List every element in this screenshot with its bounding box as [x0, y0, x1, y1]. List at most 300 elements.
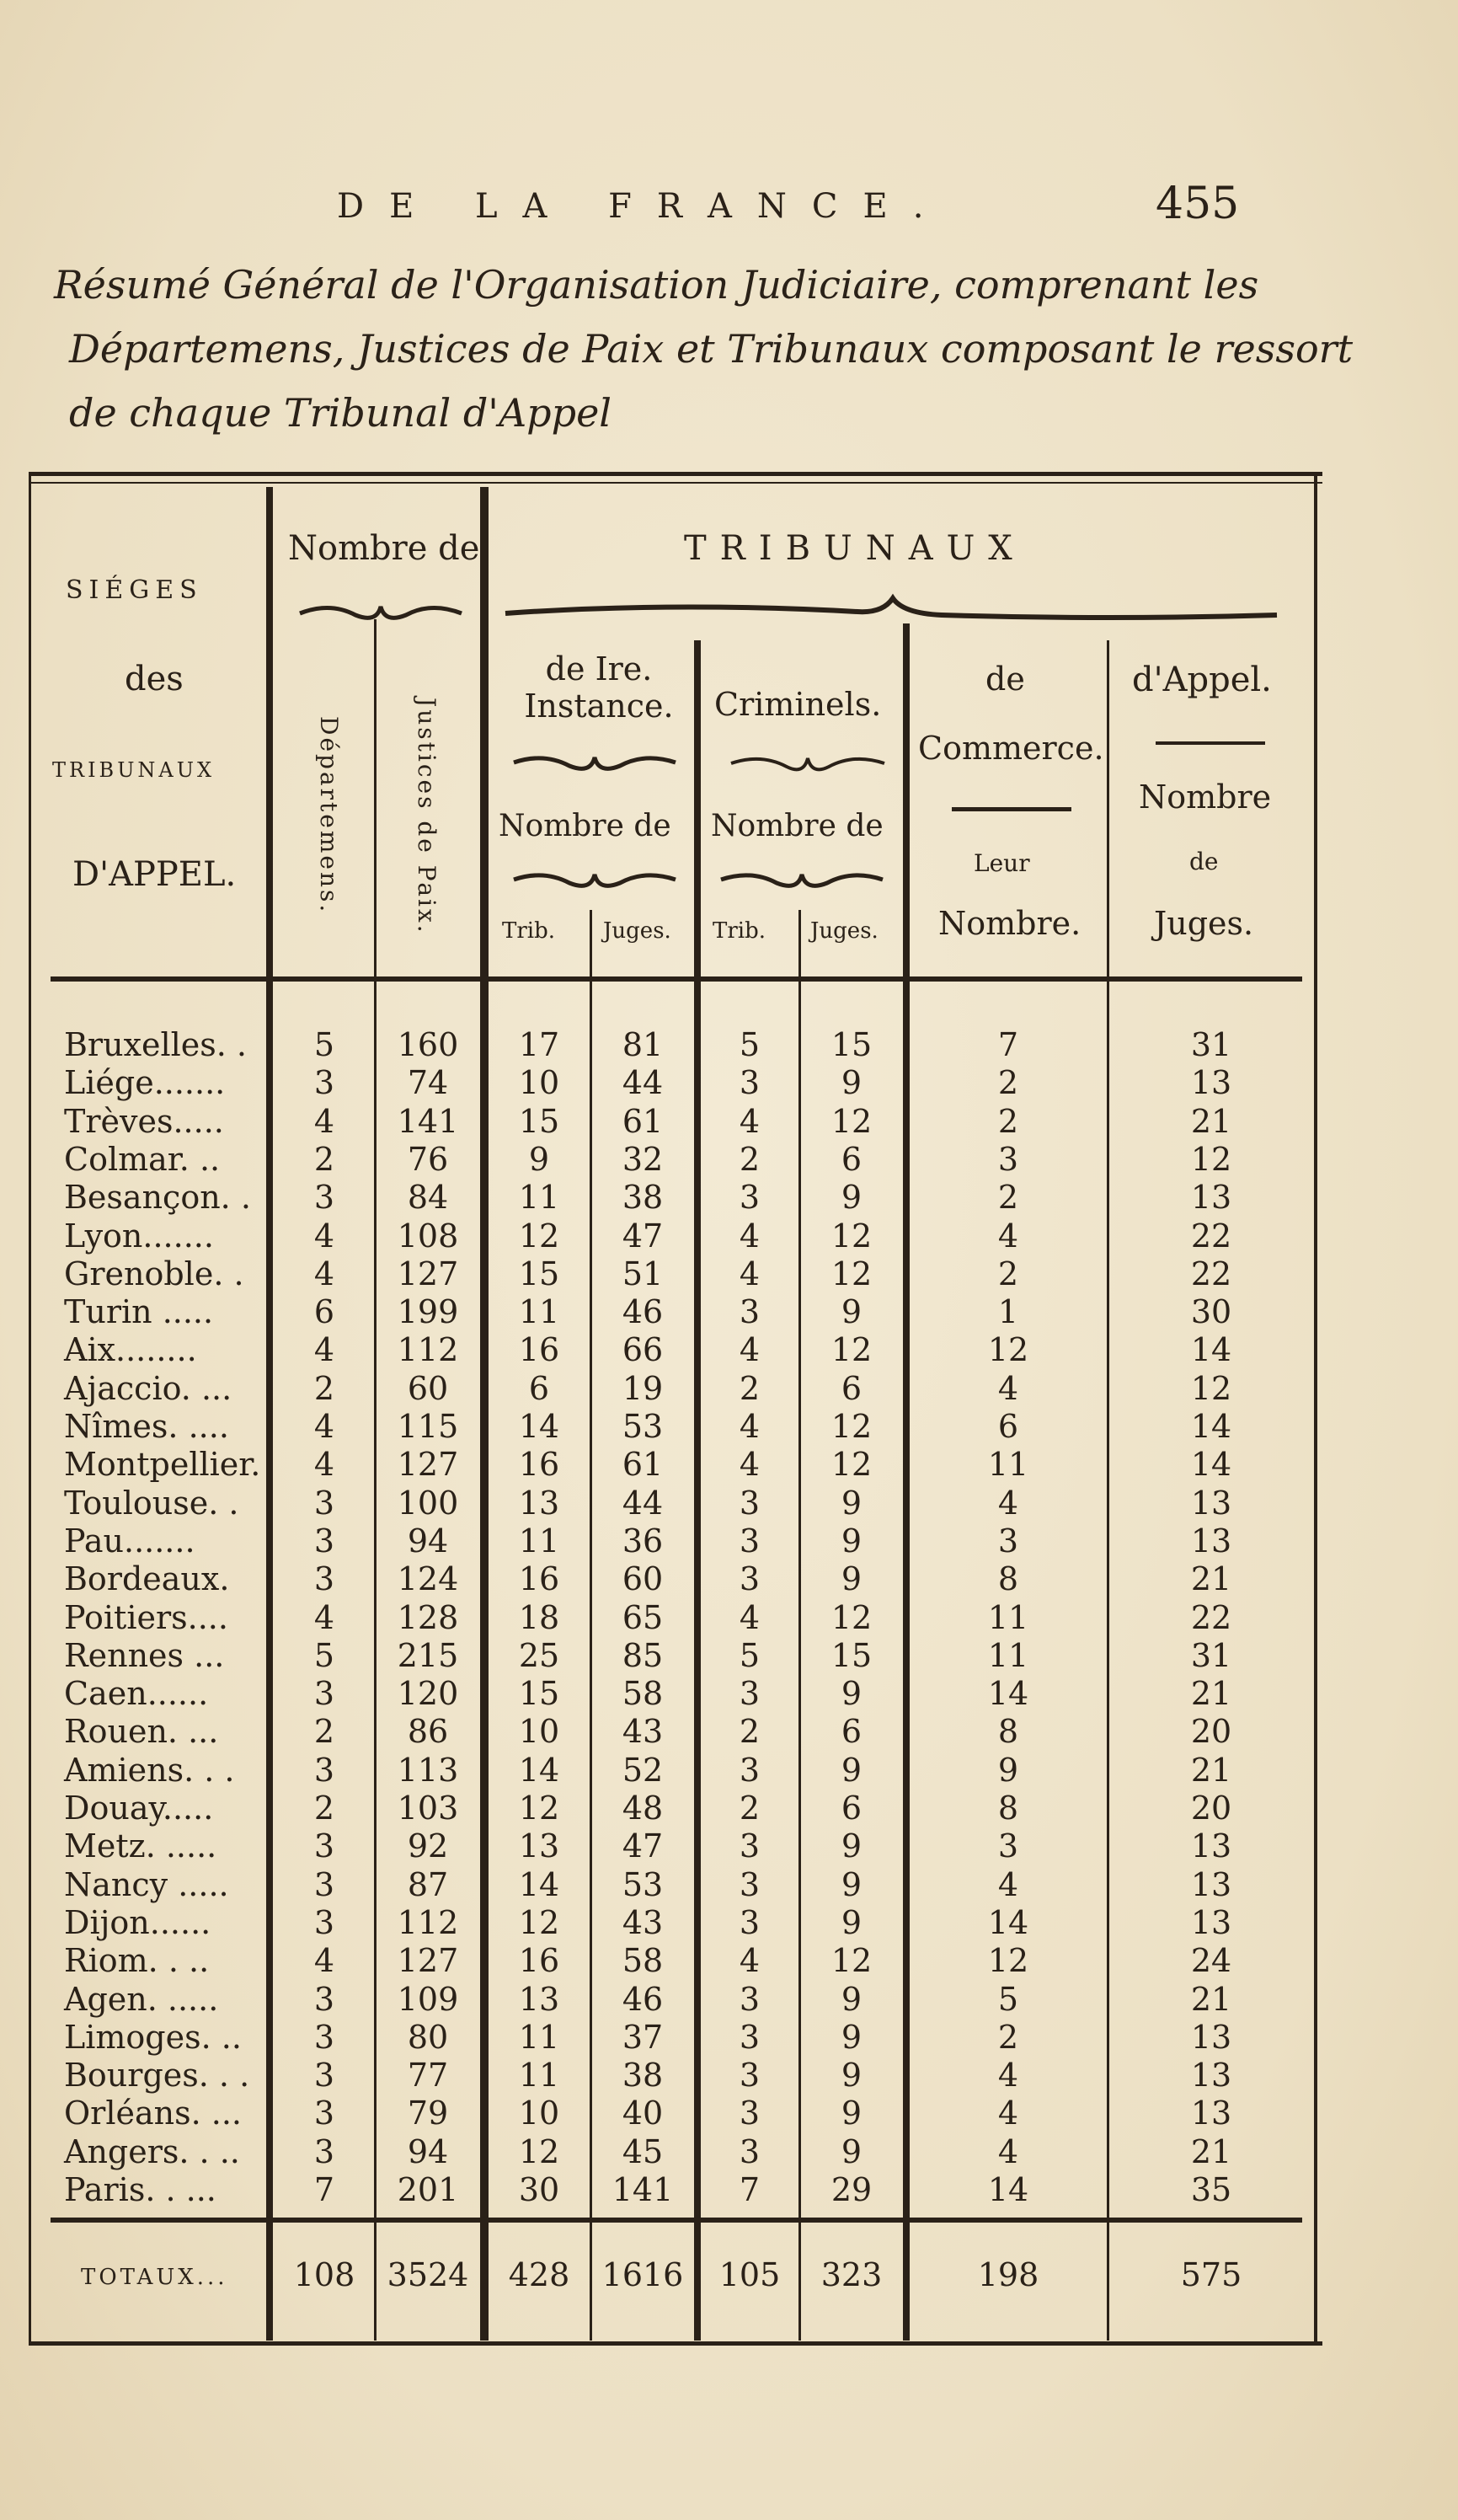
cell-justices: 160	[397, 1026, 459, 1063]
table-top-rule-inner	[29, 482, 1322, 484]
cell-trib-instance: 12	[518, 1217, 560, 1255]
row-seat-name: Bourges. . .	[64, 2057, 250, 2094]
cell-juges-criminels: 9	[841, 1179, 863, 1216]
appel-dash	[1156, 741, 1265, 745]
total-departemens: 108	[293, 2256, 355, 2293]
cell-juges-instance: 32	[622, 1141, 664, 1178]
cell-departemens: 3	[313, 1560, 335, 1597]
cell-appel: 13	[1190, 1522, 1232, 1560]
cell-departemens: 3	[313, 1485, 335, 1522]
header-trib-inst: Trib.	[502, 918, 555, 944]
header-tribunaux-title: TRIBUNAUX	[684, 529, 1026, 568]
cell-trib-criminels: 3	[739, 1752, 761, 1789]
cell-trib-criminels: 3	[739, 2133, 761, 2170]
cell-commerce: 11	[987, 1637, 1029, 1674]
cell-commerce: 14	[987, 2171, 1029, 2208]
cell-departemens: 3	[313, 1752, 335, 1789]
cell-juges-instance: 44	[622, 1064, 664, 1101]
cell-juges-criminels: 9	[841, 2057, 863, 2094]
cell-justices: 100	[397, 1485, 459, 1522]
cell-appel: 14	[1190, 1446, 1232, 1483]
col-rule-2	[374, 619, 377, 2341]
title-line-1: Résumé Général de l'Organisation Judiciaire, comprenant les	[54, 262, 1259, 308]
brace-nombre-crim	[718, 863, 886, 893]
cell-commerce: 8	[997, 1560, 1019, 1597]
cell-trib-criminels: 2	[739, 1790, 761, 1827]
cell-justices: 109	[397, 1981, 459, 2018]
cell-departemens: 3	[313, 1522, 335, 1560]
header-nombre-de-crim: Nombre de	[711, 809, 884, 843]
cell-commerce: 4	[997, 1485, 1019, 1522]
cell-trib-instance: 12	[518, 1790, 560, 1827]
cell-juges-criminels: 9	[841, 1752, 863, 1789]
cell-departemens: 2	[313, 1713, 335, 1750]
cell-trib-criminels: 5	[739, 1637, 761, 1674]
cell-juges-criminels: 12	[830, 1408, 873, 1445]
cell-commerce: 3	[997, 1827, 1019, 1865]
cell-juges-criminels: 12	[830, 1255, 873, 1292]
cell-juges-instance: 46	[622, 1981, 664, 2018]
row-seat-name: Pau.......	[64, 1522, 195, 1560]
cell-juges-criminels: 15	[830, 1637, 873, 1674]
cell-commerce: 7	[997, 1026, 1019, 1063]
brace-nombre-inst	[510, 863, 679, 893]
cell-trib-instance: 15	[518, 1675, 560, 1712]
row-seat-name: Turin .....	[64, 1293, 214, 1330]
cell-trib-criminels: 5	[739, 1026, 761, 1063]
cell-juges-criminels: 9	[841, 1675, 863, 1712]
cell-juges-instance: 58	[622, 1942, 664, 1979]
header-departemens: Départemens.	[315, 716, 343, 915]
cell-trib-criminels: 4	[739, 1942, 761, 1979]
cell-appel: 21	[1190, 2133, 1232, 2170]
col-rule-6	[798, 910, 801, 2341]
cell-trib-criminels: 3	[739, 2019, 761, 2056]
cell-trib-criminels: 3	[739, 2057, 761, 2094]
cell-trib-instance: 14	[518, 1752, 560, 1789]
cell-trib-criminels: 2	[739, 1370, 761, 1407]
cell-juges-instance: 141	[612, 2171, 674, 2208]
cell-juges-instance: 38	[622, 1179, 664, 1216]
header-leur: Leur	[974, 849, 1030, 877]
cell-juges-instance: 36	[622, 1522, 664, 1560]
cell-trib-instance: 16	[518, 1446, 560, 1483]
table-top-rule	[29, 472, 1322, 476]
cell-departemens: 3	[313, 2095, 335, 2132]
header-juges-appel: Juges.	[1154, 905, 1254, 942]
cell-juges-instance: 43	[622, 1904, 664, 1941]
brace-nombre-de	[296, 595, 465, 625]
cell-commerce: 9	[997, 1752, 1019, 1789]
cell-trib-instance: 10	[518, 1713, 560, 1750]
cell-commerce: 14	[987, 1904, 1029, 1941]
title-line-3: de chaque Tribunal d'Appel	[69, 390, 612, 436]
cell-departemens: 2	[313, 1790, 335, 1827]
row-seat-name: Douay.....	[64, 1790, 214, 1827]
cell-trib-criminels: 4	[739, 1331, 761, 1368]
cell-justices: 77	[407, 2057, 449, 2094]
cell-trib-criminels: 4	[739, 1217, 761, 1255]
cell-trib-criminels: 3	[739, 1560, 761, 1597]
cell-juges-criminels: 9	[841, 1866, 863, 1903]
cell-justices: 127	[397, 1255, 459, 1292]
header-de-commerce-de: de	[985, 661, 1025, 698]
row-seat-name: Agen. .....	[64, 1981, 219, 2018]
header-nombre-appel: Nombre	[1139, 778, 1272, 816]
cell-departemens: 6	[313, 1293, 335, 1330]
page-number: 455	[1156, 179, 1240, 229]
commerce-dash	[952, 807, 1071, 811]
col-rule-3	[480, 487, 489, 2341]
row-seat-name: Metz. .....	[64, 1827, 217, 1865]
cell-juges-criminels: 6	[841, 1141, 863, 1178]
cell-justices: 113	[397, 1752, 459, 1789]
cell-commerce: 2	[997, 1255, 1019, 1292]
row-seat-name: Besançon. .	[64, 1179, 251, 1216]
cell-trib-criminels: 3	[739, 1981, 761, 2018]
row-seat-name: Ajaccio. ...	[64, 1370, 232, 1407]
cell-commerce: 6	[997, 1408, 1019, 1445]
cell-commerce: 2	[997, 1064, 1019, 1101]
row-seat-name: Toulouse. .	[64, 1485, 239, 1522]
col-rule-4	[590, 910, 592, 2341]
cell-juges-instance: 53	[622, 1408, 664, 1445]
cell-trib-instance: 25	[518, 1637, 560, 1674]
cell-commerce: 4	[997, 2133, 1019, 2170]
cell-appel: 22	[1190, 1599, 1232, 1636]
header-separator	[51, 976, 1302, 982]
cell-juges-criminels: 12	[830, 1446, 873, 1483]
table-right-rule	[1314, 472, 1317, 2346]
cell-commerce: 8	[997, 1713, 1019, 1750]
cell-departemens: 2	[313, 1370, 335, 1407]
cell-justices: 215	[397, 1637, 459, 1674]
cell-departemens: 4	[313, 1331, 335, 1368]
cell-commerce: 2	[997, 1103, 1019, 1140]
cell-juges-instance: 47	[622, 1217, 664, 1255]
cell-commerce: 12	[987, 1331, 1029, 1368]
table-bottom-rule	[29, 2341, 1322, 2346]
total-commerce: 198	[977, 2256, 1039, 2293]
cell-juges-criminels: 15	[830, 1026, 873, 1063]
cell-appel: 20	[1190, 1790, 1232, 1827]
cell-juges-criminels: 9	[841, 2095, 863, 2132]
cell-trib-instance: 16	[518, 1331, 560, 1368]
cell-departemens: 4	[313, 1103, 335, 1140]
cell-justices: 94	[407, 1522, 449, 1560]
col-rule-7	[903, 623, 910, 2341]
cell-juges-instance: 44	[622, 1485, 664, 1522]
cell-juges-instance: 46	[622, 1293, 664, 1330]
cell-juges-criminels: 12	[830, 1331, 873, 1368]
cell-trib-instance: 6	[528, 1370, 550, 1407]
cell-commerce: 3	[997, 1522, 1019, 1560]
cell-trib-criminels: 3	[739, 1293, 761, 1330]
cell-appel: 22	[1190, 1255, 1232, 1292]
cell-trib-instance: 17	[518, 1026, 560, 1063]
cell-appel: 22	[1190, 1217, 1232, 1255]
header-nombre-commerce: Nombre.	[938, 905, 1081, 942]
cell-appel: 20	[1190, 1713, 1232, 1750]
cell-commerce: 3	[997, 1141, 1019, 1178]
cell-departemens: 4	[313, 1408, 335, 1445]
cell-juges-criminels: 9	[841, 1522, 863, 1560]
cell-appel: 21	[1190, 1560, 1232, 1597]
cell-justices: 199	[397, 1293, 459, 1330]
cell-trib-criminels: 4	[739, 1255, 761, 1292]
row-seat-name: Poitiers....	[64, 1599, 228, 1636]
cell-appel: 14	[1190, 1331, 1232, 1368]
cell-departemens: 3	[313, 1827, 335, 1865]
header-des: des	[125, 660, 184, 698]
col-rule-1	[266, 487, 273, 2341]
row-seat-name: Rennes ...	[64, 1637, 225, 1674]
cell-trib-instance: 11	[518, 1179, 560, 1216]
cell-commerce: 2	[997, 2019, 1019, 2056]
cell-trib-criminels: 3	[739, 2095, 761, 2132]
title-line-2: Départemens, Justices de Paix et Tribunaux composant le ressort	[69, 326, 1354, 372]
cell-appel: 31	[1190, 1637, 1232, 1674]
total-trib-instance: 428	[508, 2256, 570, 2293]
cell-commerce: 4	[997, 2057, 1019, 2094]
total-justices: 3524	[387, 2256, 469, 2293]
cell-justices: 141	[397, 1103, 459, 1140]
cell-appel: 13	[1190, 1064, 1232, 1101]
cell-trib-criminels: 3	[739, 1904, 761, 1941]
cell-juges-instance: 43	[622, 1713, 664, 1750]
cell-juges-criminels: 9	[841, 2133, 863, 2170]
cell-trib-criminels: 4	[739, 1599, 761, 1636]
cell-juges-instance: 38	[622, 2057, 664, 2094]
cell-justices: 84	[407, 1179, 449, 1216]
cell-juges-instance: 40	[622, 2095, 664, 2132]
cell-justices: 92	[407, 1827, 449, 1865]
cell-justices: 80	[407, 2019, 449, 2056]
cell-departemens: 4	[313, 1217, 335, 1255]
header-sieges: SIÉGES	[66, 575, 203, 605]
cell-appel: 13	[1190, 2057, 1232, 2094]
cell-trib-instance: 13	[518, 1485, 560, 1522]
cell-departemens: 3	[313, 2057, 335, 2094]
row-seat-name: Limoges. ..	[64, 2019, 242, 2056]
cell-trib-criminels: 3	[739, 1522, 761, 1560]
totals-separator	[51, 2218, 1302, 2223]
cell-trib-instance: 15	[518, 1103, 560, 1140]
cell-juges-criminels: 9	[841, 2019, 863, 2056]
row-seat-name: Caen......	[64, 1675, 209, 1712]
cell-departemens: 4	[313, 1599, 335, 1636]
cell-trib-criminels: 4	[739, 1103, 761, 1140]
cell-justices: 127	[397, 1942, 459, 1979]
table-left-rule	[29, 472, 31, 2346]
row-seat-name: Dijon......	[64, 1904, 211, 1941]
cell-commerce: 4	[997, 1217, 1019, 1255]
cell-juges-instance: 66	[622, 1331, 664, 1368]
cell-juges-criminels: 12	[830, 1599, 873, 1636]
total-trib-criminels: 105	[718, 2256, 781, 2293]
cell-juges-criminels: 9	[841, 1981, 863, 2018]
header-juges-inst: Juges.	[603, 918, 671, 944]
cell-trib-criminels: 3	[739, 1485, 761, 1522]
cell-juges-instance: 51	[622, 1255, 664, 1292]
row-seat-name: Angers. . ..	[64, 2133, 240, 2170]
cell-appel: 21	[1190, 1675, 1232, 1712]
cell-appel: 13	[1190, 1179, 1232, 1216]
cell-justices: 87	[407, 1866, 449, 1903]
cell-trib-criminels: 3	[739, 1064, 761, 1101]
cell-trib-criminels: 3	[739, 1866, 761, 1903]
cell-departemens: 4	[313, 1255, 335, 1292]
cell-juges-criminels: 12	[830, 1103, 873, 1140]
header-nombre-de-inst: Nombre de	[499, 809, 671, 843]
cell-trib-instance: 10	[518, 1064, 560, 1101]
header-appel: d'Appel.	[1132, 661, 1272, 699]
cell-commerce: 11	[987, 1599, 1029, 1636]
header-trib-crim: Trib.	[713, 918, 766, 944]
cell-commerce: 2	[997, 1179, 1019, 1216]
cell-juges-instance: 81	[622, 1026, 664, 1063]
cell-juges-instance: 61	[622, 1103, 664, 1140]
cell-juges-instance: 65	[622, 1599, 664, 1636]
row-seat-name: Trèves.....	[64, 1103, 224, 1140]
cell-trib-instance: 11	[518, 2019, 560, 2056]
cell-departemens: 5	[313, 1026, 335, 1063]
row-seat-name: Bordeaux.	[64, 1560, 230, 1597]
cell-justices: 79	[407, 2095, 449, 2132]
header-dappel: D'APPEL.	[72, 855, 237, 894]
cell-departemens: 3	[313, 1675, 335, 1712]
cell-trib-instance: 13	[518, 1981, 560, 2018]
cell-juges-instance: 47	[622, 1827, 664, 1865]
cell-justices: 127	[397, 1446, 459, 1483]
cell-trib-instance: 13	[518, 1827, 560, 1865]
cell-trib-instance: 11	[518, 1293, 560, 1330]
cell-appel: 31	[1190, 1026, 1232, 1063]
cell-justices: 201	[397, 2171, 459, 2208]
cell-trib-instance: 11	[518, 1522, 560, 1560]
cell-trib-criminels: 3	[739, 1675, 761, 1712]
row-seat-name: Amiens. . .	[64, 1752, 235, 1789]
header-justices: Justices de Paix.	[413, 698, 441, 935]
row-seat-name: Orléans. ...	[64, 2095, 242, 2132]
cell-justices: 94	[407, 2133, 449, 2170]
header-criminels: Criminels.	[714, 686, 882, 723]
totals-label: TOTAUX...	[81, 2265, 228, 2290]
cell-appel: 13	[1190, 1485, 1232, 1522]
cell-juges-criminels: 12	[830, 1217, 873, 1255]
cell-justices: 115	[397, 1408, 459, 1445]
header-commerce: Commerce.	[918, 730, 1104, 767]
brace-tribunaux	[504, 590, 1279, 632]
cell-justices: 112	[397, 1904, 459, 1941]
cell-departemens: 4	[313, 1942, 335, 1979]
brace-criminels	[728, 746, 888, 777]
header-instance: de Ire. Instance.	[524, 650, 674, 725]
row-seat-name: Bruxelles. .	[64, 1026, 248, 1063]
cell-juges-criminels: 6	[841, 1790, 863, 1827]
cell-appel: 35	[1190, 2171, 1232, 2208]
cell-justices: 103	[397, 1790, 459, 1827]
total-juges-criminels: 323	[820, 2256, 883, 2293]
cell-appel: 13	[1190, 2019, 1232, 2056]
cell-trib-instance: 11	[518, 2057, 560, 2094]
cell-juges-instance: 61	[622, 1446, 664, 1483]
cell-commerce: 1	[997, 1293, 1019, 1330]
cell-trib-instance: 9	[528, 1141, 550, 1178]
cell-juges-instance: 48	[622, 1790, 664, 1827]
cell-trib-criminels: 4	[739, 1446, 761, 1483]
cell-trib-criminels: 4	[739, 1408, 761, 1445]
cell-trib-criminels: 3	[739, 1179, 761, 1216]
cell-appel: 21	[1190, 1103, 1232, 1140]
cell-trib-instance: 10	[518, 2095, 560, 2132]
cell-departemens: 4	[313, 1446, 335, 1483]
cell-trib-instance: 14	[518, 1866, 560, 1903]
cell-commerce: 5	[997, 1981, 1019, 2018]
cell-juges-instance: 60	[622, 1560, 664, 1597]
cell-commerce: 14	[987, 1675, 1029, 1712]
cell-departemens: 5	[313, 1637, 335, 1674]
cell-juges-criminels: 9	[841, 1827, 863, 1865]
cell-trib-instance: 12	[518, 1904, 560, 1941]
cell-juges-criminels: 12	[830, 1942, 873, 1979]
cell-trib-criminels: 7	[739, 2171, 761, 2208]
cell-departemens: 3	[313, 1904, 335, 1941]
header-de-appel: de	[1189, 848, 1219, 875]
cell-departemens: 3	[313, 1981, 335, 2018]
cell-juges-instance: 53	[622, 1866, 664, 1903]
cell-justices: 76	[407, 1141, 449, 1178]
cell-appel: 12	[1190, 1141, 1232, 1178]
cell-trib-instance: 16	[518, 1560, 560, 1597]
cell-trib-instance: 18	[518, 1599, 560, 1636]
total-appel: 575	[1180, 2256, 1242, 2293]
cell-trib-criminels: 2	[739, 1141, 761, 1178]
header-juges-crim: Juges.	[810, 918, 879, 944]
row-seat-name: Nîmes. ....	[64, 1408, 229, 1445]
cell-trib-criminels: 3	[739, 1827, 761, 1865]
cell-juges-instance: 85	[622, 1637, 664, 1674]
cell-departemens: 3	[313, 1866, 335, 1903]
row-seat-name: Rouen. ...	[64, 1713, 219, 1750]
cell-commerce: 4	[997, 1866, 1019, 1903]
cell-trib-instance: 14	[518, 1408, 560, 1445]
cell-juges-instance: 19	[622, 1370, 664, 1407]
cell-juges-criminels: 9	[841, 1904, 863, 1941]
cell-juges-criminels: 9	[841, 1485, 863, 1522]
row-seat-name: Lyon.......	[64, 1217, 214, 1255]
cell-appel: 13	[1190, 1904, 1232, 1941]
cell-appel: 13	[1190, 1866, 1232, 1903]
cell-appel: 13	[1190, 2095, 1232, 2132]
row-seat-name: Riom. . ..	[64, 1942, 210, 1979]
cell-appel: 13	[1190, 1827, 1232, 1865]
cell-appel: 12	[1190, 1370, 1232, 1407]
running-head: DE LA FRANCE.	[337, 187, 949, 226]
row-seat-name: Liége.......	[64, 1064, 226, 1101]
cell-appel: 21	[1190, 1981, 1232, 2018]
cell-juges-instance: 52	[622, 1752, 664, 1789]
total-juges-instance: 1616	[601, 2256, 684, 2293]
cell-justices: 74	[407, 1064, 449, 1101]
cell-trib-instance: 15	[518, 1255, 560, 1292]
cell-juges-criminels: 6	[841, 1370, 863, 1407]
col-rule-5	[694, 640, 701, 2341]
cell-juges-criminels: 29	[830, 2171, 873, 2208]
cell-juges-criminels: 6	[841, 1713, 863, 1750]
cell-appel: 14	[1190, 1408, 1232, 1445]
cell-departemens: 7	[313, 2171, 335, 2208]
